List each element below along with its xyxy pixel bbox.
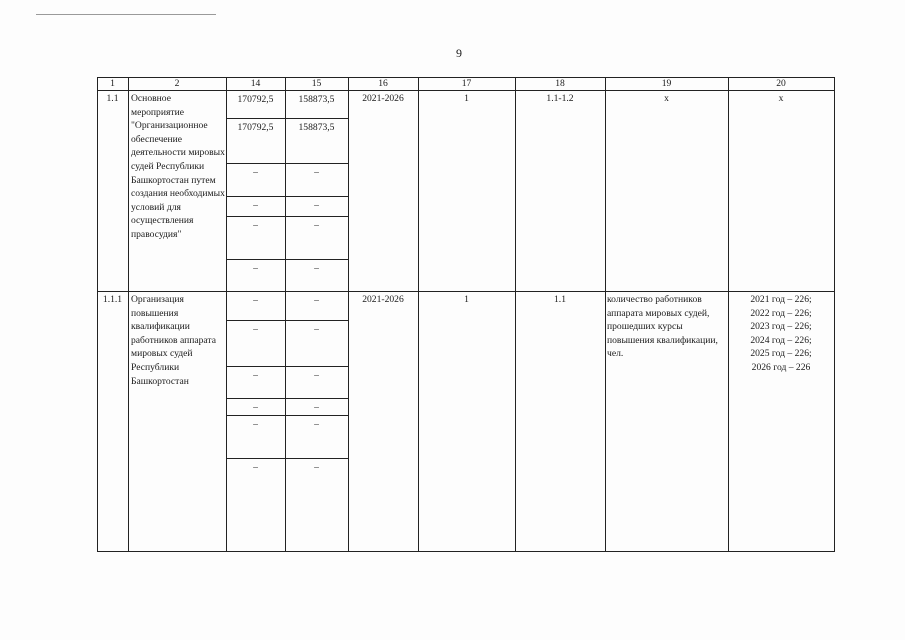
col-border-2 (226, 77, 227, 551)
col14-value: – (253, 402, 258, 413)
header-cell-1: 1 (110, 78, 115, 89)
col18-value: 1.1-1.2 (546, 93, 574, 104)
header-cell-15: 15 (311, 78, 322, 89)
col14-value: – (253, 324, 258, 335)
col16-value: 2021-2026 (362, 93, 404, 104)
header-cell-20: 20 (776, 78, 786, 89)
target-value: х (778, 93, 784, 104)
col-border-0 (97, 77, 98, 551)
target-value-line: 2026 год – 226 (751, 362, 811, 373)
col-border-4 (348, 77, 349, 551)
col15-value: 158873,5 (298, 94, 335, 105)
col-border-1 (128, 77, 129, 551)
header-cell-14: 14 (250, 78, 261, 89)
col17-value: 1 (464, 294, 469, 305)
subrow-border-0-3 (226, 216, 349, 217)
col14-value: – (253, 220, 258, 231)
col15-value: – (314, 263, 319, 274)
col15-value: – (314, 402, 319, 413)
col14-value: – (253, 419, 258, 430)
col15-value: – (314, 200, 319, 211)
col-border-5 (418, 77, 419, 551)
col14-value: – (253, 370, 258, 381)
col16-value: 2021-2026 (362, 294, 404, 305)
col-border-9 (834, 77, 835, 551)
col17-value: 1 (464, 93, 469, 104)
col14-value: 170792,5 (237, 122, 274, 133)
col14-value: – (253, 295, 258, 306)
table-bottom-border (97, 551, 835, 552)
col14-value: – (253, 263, 258, 274)
header-rule (36, 14, 216, 15)
col14-value: – (253, 462, 258, 473)
col15-value: – (314, 419, 319, 430)
measure-name: Основное мероприятие "Организационное обеспечение деятельности мировых судей Республики Башкортостан путем создания необходимых условий для осуществления правосудия" (131, 93, 225, 241)
col15-value: – (314, 167, 319, 178)
target-value-line: 2022 год – 226; (750, 307, 812, 319)
col-border-3 (285, 77, 286, 551)
subrow-border-1-2 (226, 398, 349, 399)
indicator-description: х (664, 93, 669, 104)
target-value-line: 2021 год – 226; (750, 294, 812, 305)
col15-value: 158873,5 (298, 122, 335, 133)
header-cell-17: 17 (461, 78, 472, 89)
col15-value: – (314, 370, 319, 381)
col15-value: – (314, 295, 319, 306)
row-border (97, 291, 835, 292)
subrow-border-1-0 (226, 320, 349, 321)
subrow-border-0-2 (226, 196, 349, 197)
col15-value: – (314, 324, 319, 335)
target-value-line: 2023 год – 226; (750, 321, 812, 333)
measure-name: Организация повышения квалификации работников аппарата мировых судей Республики Башкортостан (131, 294, 216, 387)
col-border-6 (515, 77, 516, 551)
subrow-border-1-1 (226, 366, 349, 367)
header-cell-19: 19 (661, 78, 672, 89)
row-number: 1.1 (106, 93, 119, 104)
header-cell-2: 2 (174, 78, 180, 89)
col15-value: – (314, 462, 319, 473)
indicator-description: количество работников аппарата мировых судей, прошедших курсы повышения квалификации, чел. (607, 294, 718, 360)
col14-value: – (253, 200, 258, 211)
col15-value: – (314, 220, 319, 231)
target-value-line: 2025 год – 226; (750, 348, 812, 360)
header-cell-16: 16 (378, 78, 388, 89)
col18-value: 1.1 (554, 294, 566, 305)
page-number: 9 (456, 46, 462, 60)
header-cell-18: 18 (555, 78, 565, 89)
col-border-7 (605, 77, 606, 551)
target-value-line: 2024 год – 226; (750, 334, 812, 346)
col14-value: 170792,5 (237, 94, 274, 105)
subrow-border-1-4 (226, 458, 349, 459)
subrow-border-0-1 (226, 163, 349, 164)
col14-value: – (253, 167, 258, 178)
subrow-border-1-3 (226, 415, 349, 416)
subrow-border-0-4 (226, 259, 349, 260)
row-number: 1.1.1 (102, 294, 123, 305)
subrow-border-0-0 (226, 118, 349, 119)
